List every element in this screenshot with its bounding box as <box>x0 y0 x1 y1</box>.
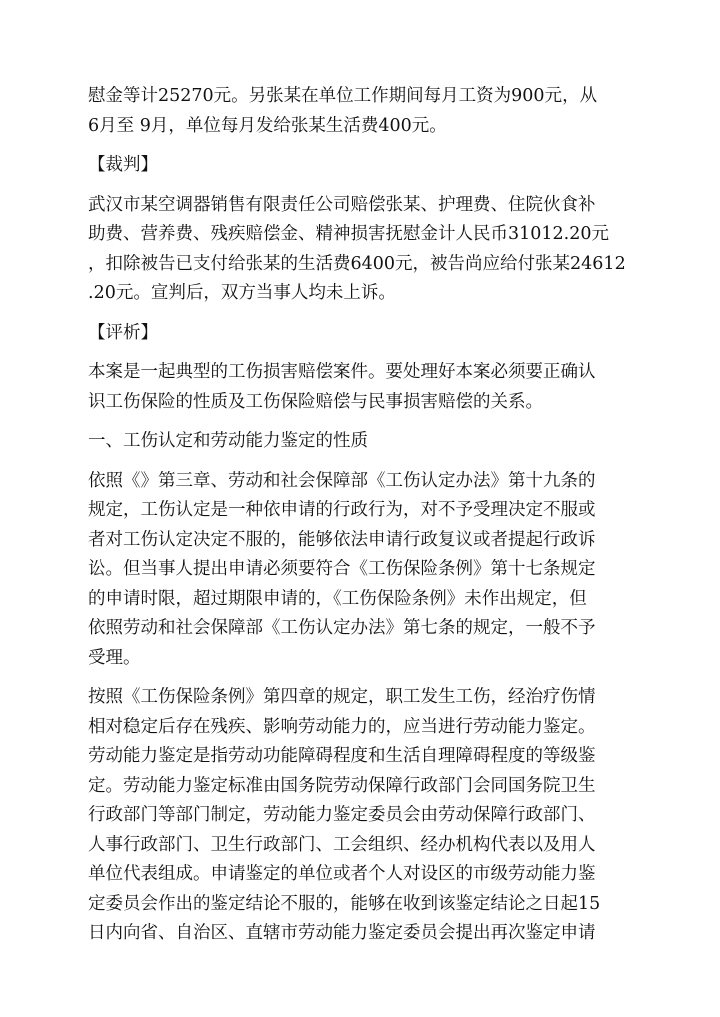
text-line: 识工伤保险的性质及工伤保险赔偿与民事损害赔偿的关系。 <box>88 391 543 412</box>
text-line: 受理。 <box>88 647 141 668</box>
heading-judgment: 【裁判】 <box>88 155 158 175</box>
text-line: 人事行政部门、卫生行政部门、工会组织、经办机构代表以及用人 <box>88 834 596 855</box>
text-line: 本案是一起典型的工伤损害赔偿案件。要处理好本案必须要正确认 <box>88 362 596 382</box>
text-line: 助费、营养费、残疾赔偿金、精神损害抚慰金计人民币31012.20元 <box>88 224 609 244</box>
text-line: 单位代表组成。申请鉴定的单位或者个人对设区的市级劳动能力鉴 <box>88 864 596 884</box>
text-line: 定委员会作出的鉴定结论不服的，能够在收到该鉴定结论之日起15 <box>88 893 601 914</box>
text-line: 依照劳动和社会保障部《工伤认定办法》第七条的规定，一般不予 <box>88 618 596 638</box>
paragraph-analysis-intro <box>88 358 638 417</box>
text-line: 相对稳定后存在残疾、影响劳动能力的，应当进行劳动能力鉴定。 <box>88 716 596 737</box>
text-line: 讼。但当事人提出申请必须要符合《工伤保险条例》第十七条规定 <box>88 559 596 579</box>
text-line: .20元。宣判后，双方当事人均未上诉。 <box>88 283 396 303</box>
paragraph-judgment <box>88 191 638 309</box>
text-line: 规定，工伤认定是一种依申请的行政行为，对不予受理决定不服或 <box>88 500 596 520</box>
text-line: 慰金等计25270元。另张某在单位工作期间每月工资为900元，从 <box>88 86 598 106</box>
text-line: 按照《工伤保险条例》第四章的规定，职工发生工伤，经治疗伤情 <box>88 687 596 707</box>
text-line: 定。劳动能力鉴定标准由国务院劳动保障行政部门会同国务院卫生 <box>88 775 596 796</box>
paragraph-compensation-amount <box>88 82 638 141</box>
text-line: ，扣除被告已支付给张某的生活费6400元，被告尚应给付张某24612 <box>88 253 626 274</box>
text-line: 6月至 9月，单位每月发给张某生活费400元。 <box>88 115 447 136</box>
text-line: 劳动能力鉴定是指劳动功能障碍程度和生活自理障碍程度的等级鉴 <box>88 746 596 766</box>
text-line: 日内向省、自治区、直辖市劳动能力鉴定委员会提出再次鉴定申请 <box>88 923 596 943</box>
text-line: 依照《》第三章、劳动和社会保障部《工伤认定办法》第十九条的 <box>88 470 596 491</box>
text-line: 行政部门等部门制定，劳动能力鉴定委员会由劳动保障行政部门、 <box>88 805 596 825</box>
heading-analysis: 【评析】 <box>88 322 158 343</box>
text-line: 者对工伤认定决定不服的，能够依法申请行政复议或者提起行政诉 <box>88 529 596 550</box>
text-line: 的申请时限，超过期限申请的，《工伤保险条例》未作出规定，但 <box>88 588 587 609</box>
paragraph-labor-capacity-appraisal <box>88 683 638 949</box>
section-title: 一、工伤认定和劳动能力鉴定的性质 <box>88 431 368 451</box>
paragraph-injury-determination <box>88 467 638 674</box>
document-page <box>88 82 638 959</box>
text-line: 武汉市某空调器销售有限责任公司赔偿张某、护理费、住院伙食补 <box>88 194 596 215</box>
